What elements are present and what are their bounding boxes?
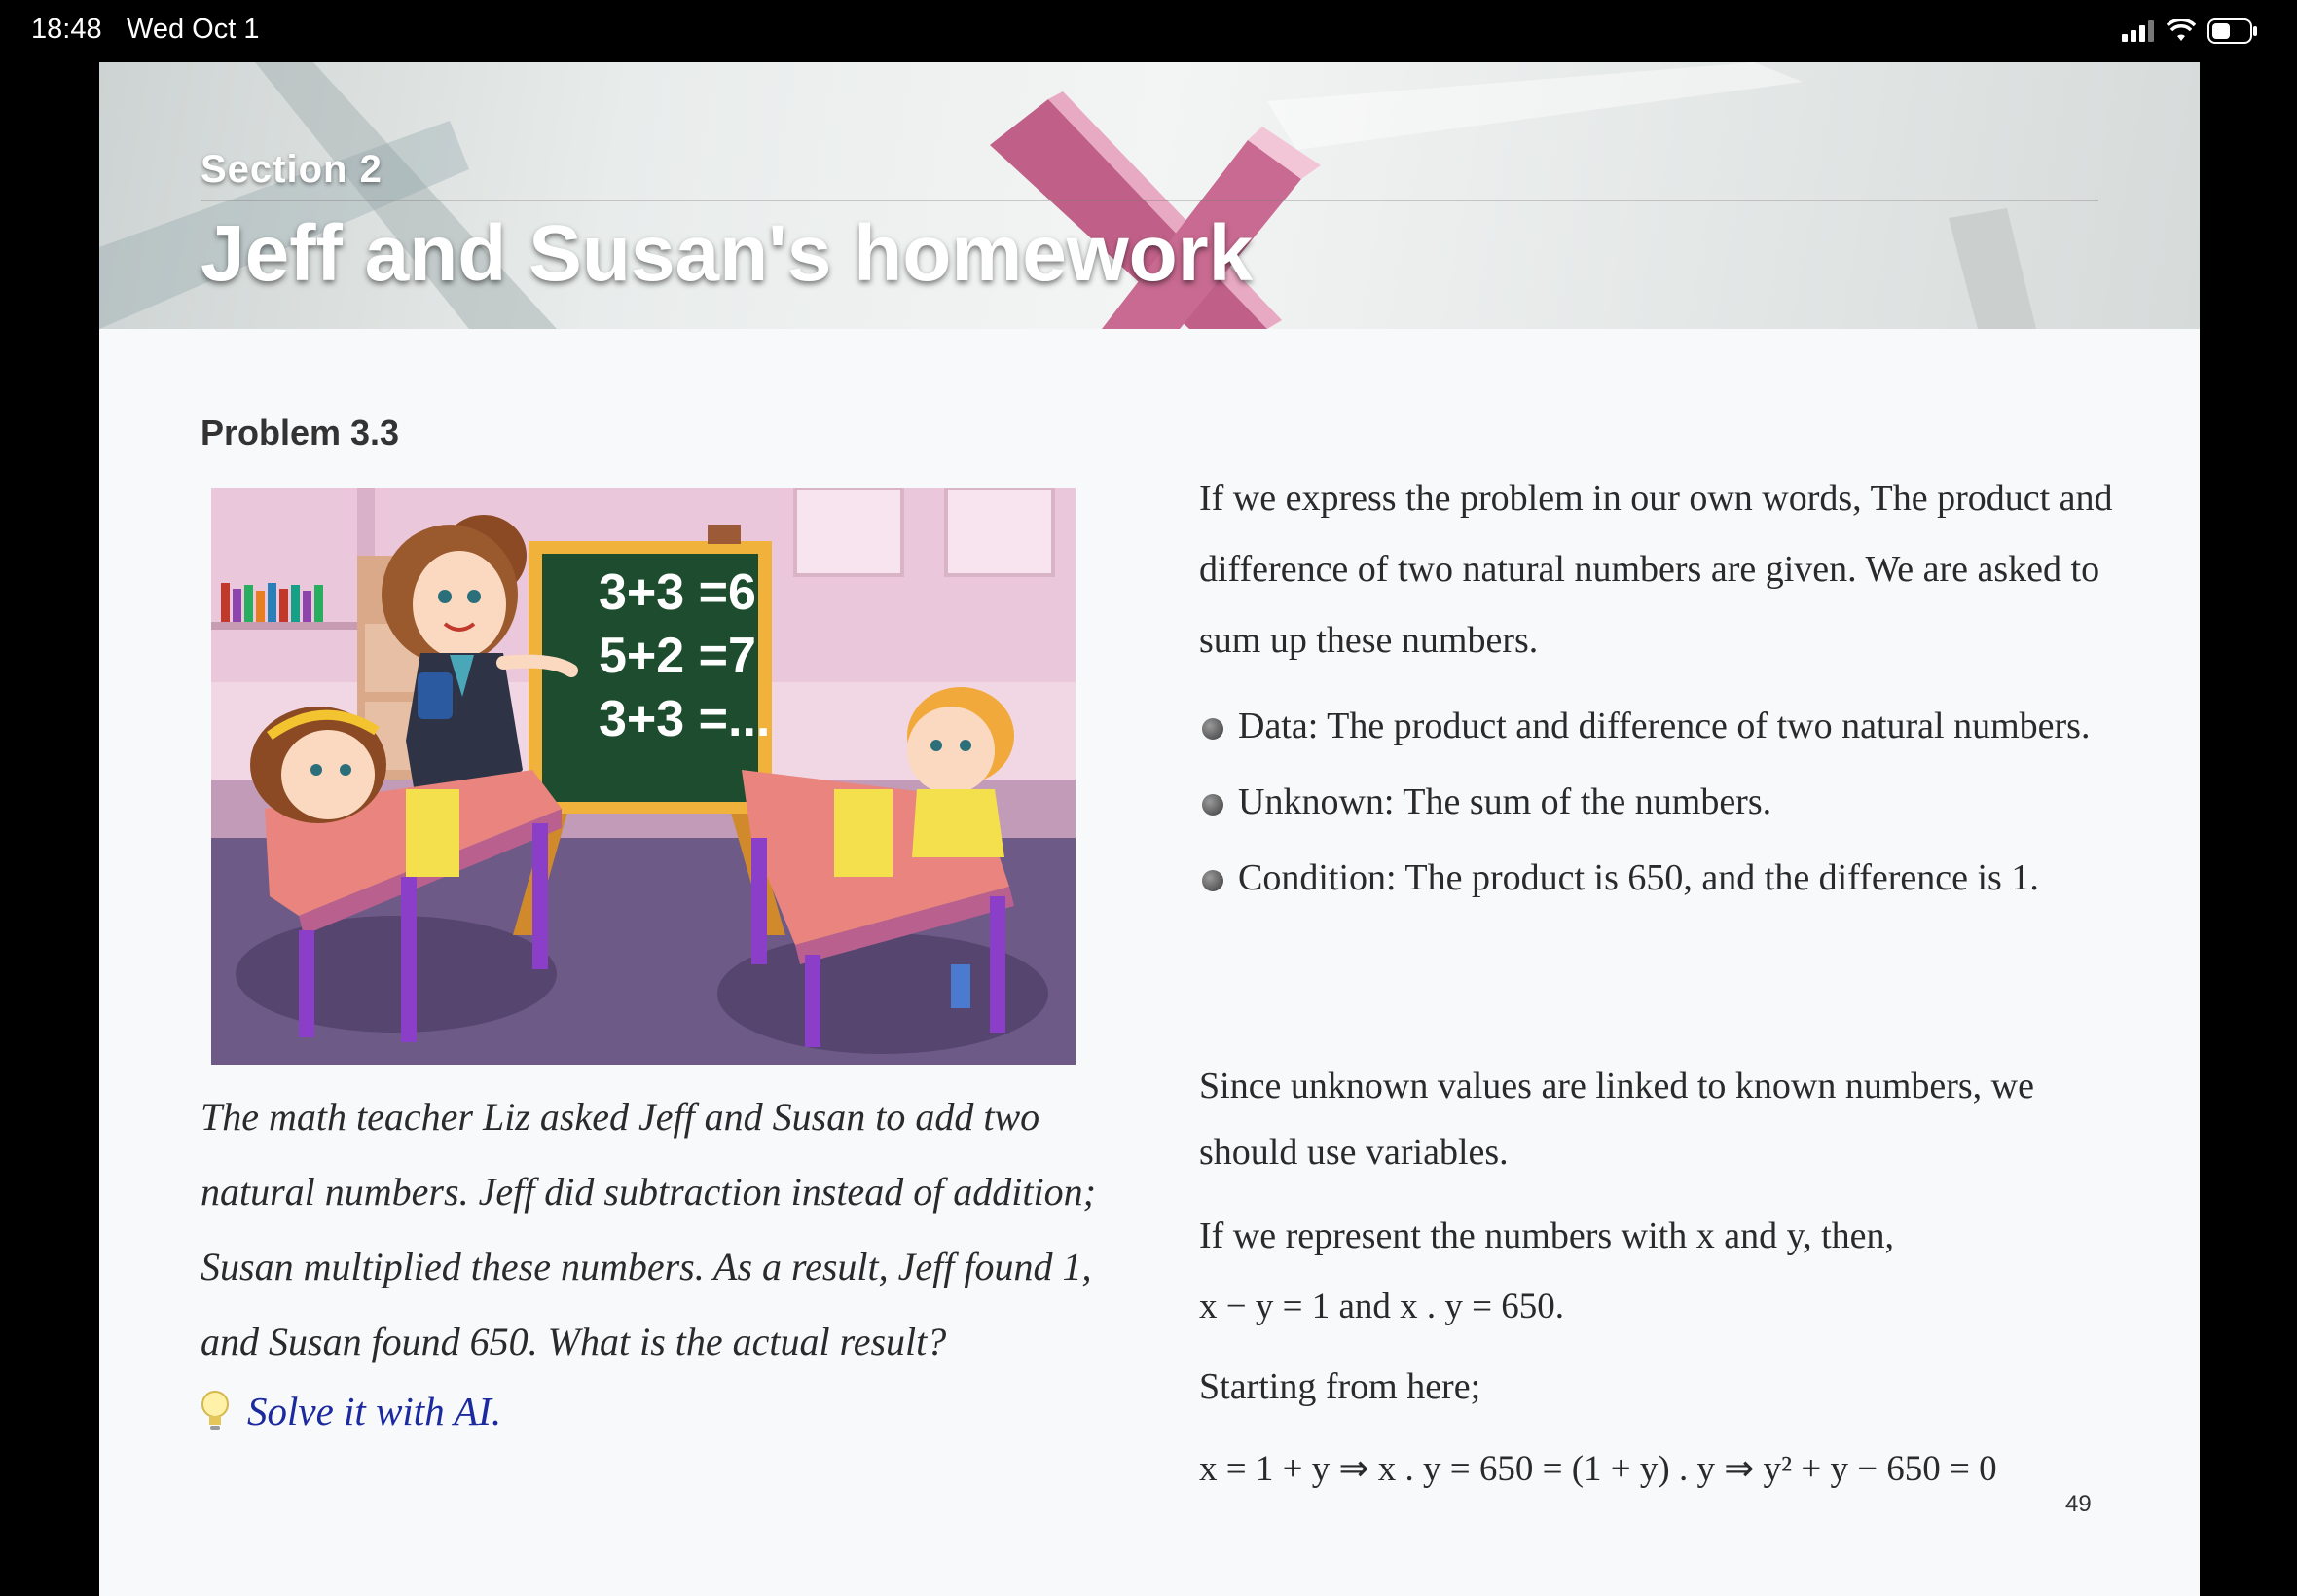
battery-icon <box>2207 18 2258 44</box>
solve-with-ai-link[interactable]: Solve it with AI. <box>247 1389 502 1433</box>
bullet-text-data: Data: The product and difference of two natural numbers. <box>1238 706 2091 746</box>
banner-divider <box>201 200 2098 201</box>
status-time: 18:48 <box>31 14 102 45</box>
status-date: Wed Oct 1 <box>127 14 260 45</box>
lightbulb-icon <box>201 1390 230 1433</box>
wifi-icon <box>2167 19 2196 43</box>
solution-intro: If we express the problem in our own words, The product and difference of two natural numbers are given. We are asked to sum up these numbers. <box>1199 478 2113 661</box>
bullet-icon <box>1202 718 1223 740</box>
section-banner <box>99 62 2200 329</box>
bullet-text-condition: Condition: The product is 650, and the difference is 1. <box>1238 857 2039 898</box>
bullet-icon <box>1202 794 1223 816</box>
solve-with-ai-row[interactable] <box>201 1388 501 1434</box>
problem-statement: The math teacher Liz asked Jeff and Susan to add two natural numbers. Jeff did subtraction instead of addition; Susan multiplied these numbers. As a result, Jeff found 1, and Susan found 650. What is the actual result? <box>201 1095 1096 1363</box>
represent-text: If we represent the numbers with x and y, then, <box>1199 1215 1895 1256</box>
chapter-title: Jeff and Susan's homework <box>201 209 1254 298</box>
chalkboard-line-1: 3+3 =6 <box>599 564 756 621</box>
list-item <box>1199 693 2172 759</box>
list-item <box>1199 845 2172 911</box>
given-list <box>1199 693 2172 921</box>
list-item <box>1199 769 2172 835</box>
book-page[interactable] <box>99 62 2200 1596</box>
section-label: Section 2 <box>201 148 383 191</box>
status-icons <box>2122 16 2258 47</box>
derived-equation: x = 1 + y ⇒ x . y = 650 = (1 + y) . y ⇒ y² + y − 650 = 0 <box>1199 1449 1997 1489</box>
bullet-text-unknown: Unknown: The sum of the numbers. <box>1238 781 1772 822</box>
variables-note: Since unknown values are linked to known numbers, we should use variables. <box>1199 1066 2034 1173</box>
status-bar <box>0 0 2297 62</box>
page-number: 49 <box>2065 1491 2092 1517</box>
equation-system: x − y = 1 and x . y = 650. <box>1199 1287 1565 1326</box>
cellular-signal-icon <box>2122 20 2155 42</box>
bullet-icon <box>1202 870 1223 891</box>
starting-text: Starting from here; <box>1199 1366 1481 1407</box>
problem-heading: Problem 3.3 <box>201 413 400 453</box>
classroom-illustration <box>211 488 1076 1065</box>
chalkboard-line-3: 3+3 =... <box>599 691 771 747</box>
chalkboard-line-2: 5+2 =7 <box>599 628 756 684</box>
